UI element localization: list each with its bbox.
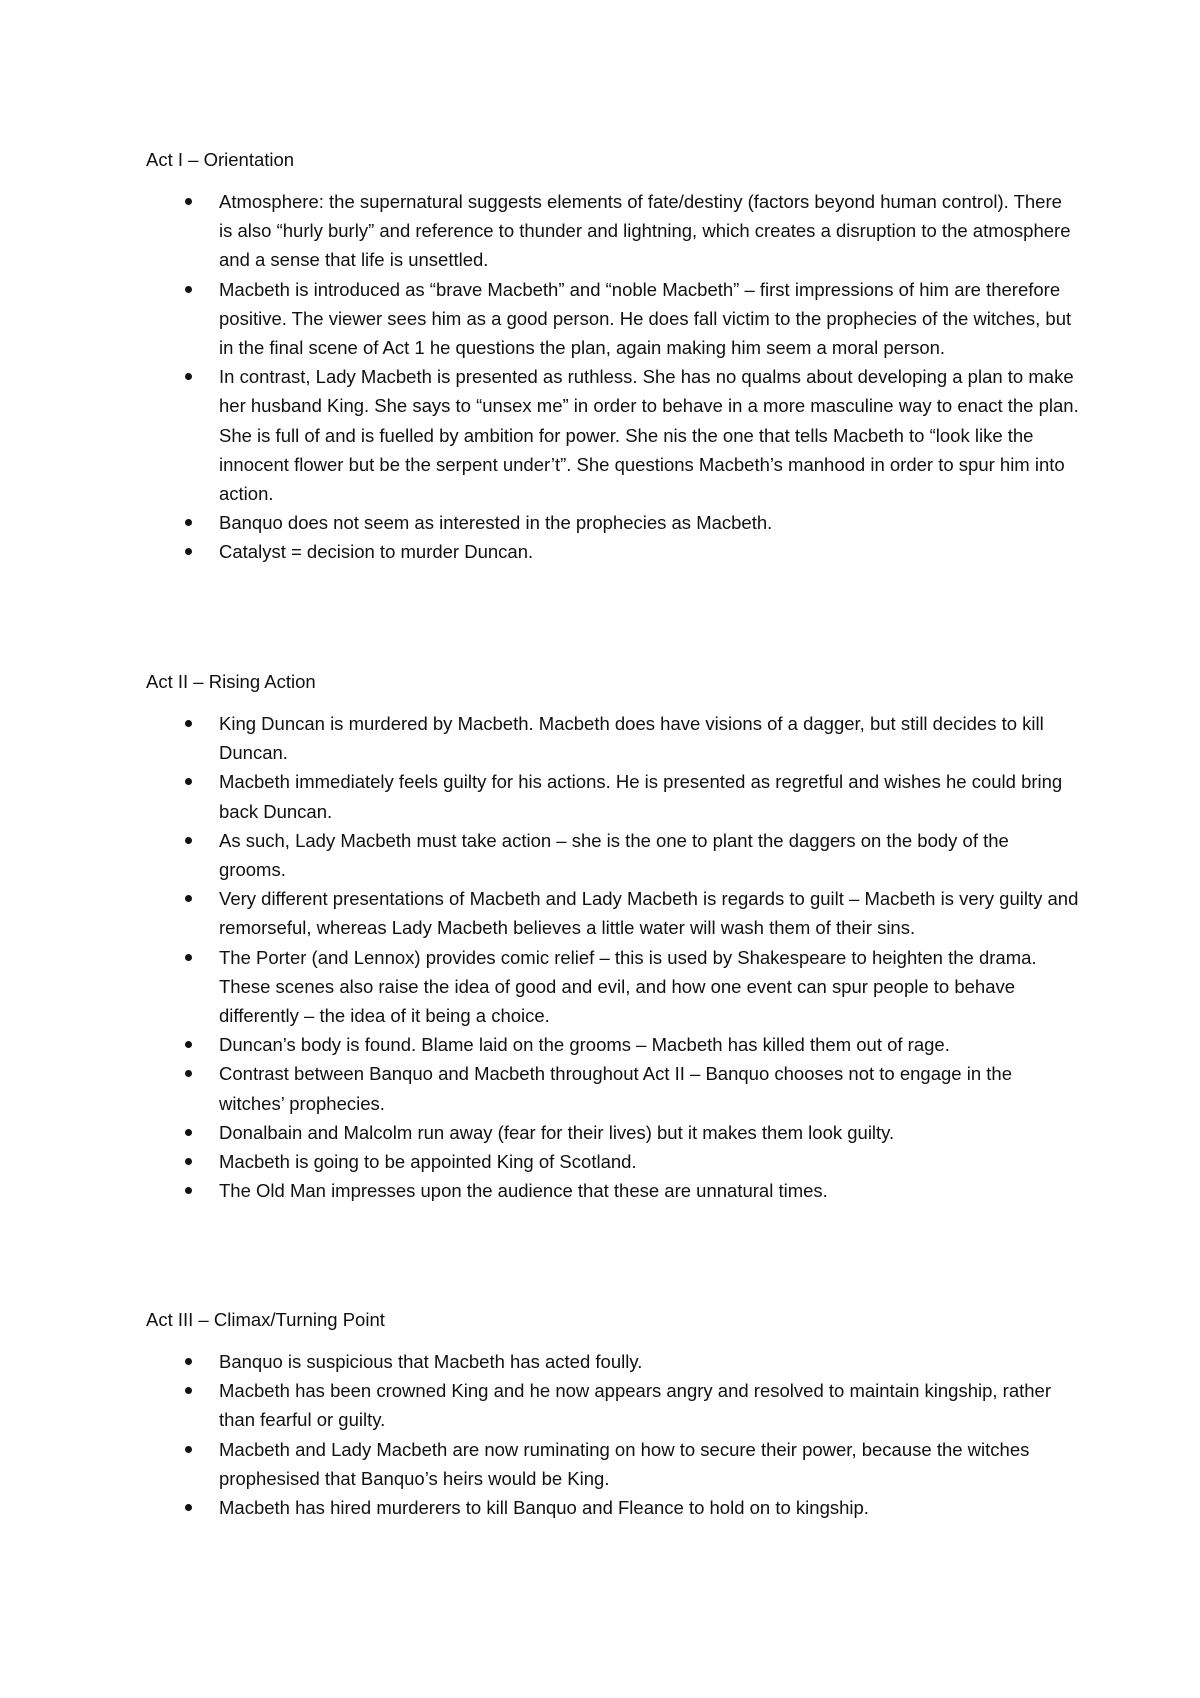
list-item-text: Duncan’s body is found. Blame laid on the grooms – Macbeth has killed them out of rage. — [219, 1034, 950, 1056]
bullet-icon — [185, 1504, 192, 1511]
list-item-text: Banquo does not seem as interested in the prophecies as Macbeth. — [219, 512, 773, 534]
list-item — [146, 187, 1079, 275]
bullet-icon — [185, 373, 192, 380]
bullet-icon — [185, 1358, 192, 1365]
list-item — [146, 1376, 1079, 1434]
list-item-text: Banquo is suspicious that Macbeth has acted foully. — [219, 1351, 643, 1372]
section-heading: Act I – Orientation — [146, 149, 295, 170]
list-item — [146, 767, 1079, 825]
bullet-icon — [185, 954, 192, 961]
list-item — [146, 1435, 1079, 1493]
bullet-list — [146, 187, 1079, 567]
list-item — [146, 1347, 1079, 1376]
list-item — [146, 826, 1079, 884]
list-item-text: In contrast, Lady Macbeth is presented as ruthless. She has no qualms about developing a plan to make her husband King. She says to “unsex me” in order to behave in a more masculine way to enact the plan. She is full of and is fuelled by ambition for power. She nis the one that tells Macbeth to “look like the innocent flower but be the serpent under’t”. She questions Macbeth’s manhood in order to spur him into action. — [219, 366, 1079, 505]
section-act-3 — [146, 1305, 1066, 1522]
list-item — [146, 709, 1079, 767]
list-item — [146, 884, 1079, 942]
bullet-icon — [185, 1041, 192, 1048]
list-item-text: Catalyst = decision to murder Duncan. — [219, 541, 534, 563]
bullet-icon — [185, 286, 192, 293]
bullet-icon — [185, 548, 192, 555]
section-act-1 — [146, 145, 1079, 567]
bullet-icon — [185, 1070, 192, 1077]
section-heading: Act II – Rising Action — [146, 671, 316, 692]
list-item — [146, 1118, 1079, 1147]
list-item-text: As such, Lady Macbeth must take action – she is the one to plant the daggers on the body of the grooms. — [219, 829, 1009, 881]
bullet-icon — [185, 837, 192, 844]
list-item — [146, 1493, 1079, 1522]
list-item-text: Contrast between Banquo and Macbeth throughout Act II – Banquo chooses not to engage in the witches’ prophecies. — [219, 1063, 1012, 1114]
list-item — [146, 1176, 1079, 1205]
bullet-list — [146, 709, 1079, 1205]
list-item — [146, 362, 1079, 508]
list-item-text: Very different presentations of Macbeth and Lady Macbeth is regards to guilt – Macbeth is very guilty and remorseful, whereas Lady Macbeth believes a little water will wash them of their sins. — [219, 888, 1079, 939]
bullet-icon — [185, 1158, 192, 1165]
list-item-text: Macbeth immediately feels guilty for his actions. He is presented as regretful and wishes he could bring back Duncan. — [219, 771, 1063, 822]
bullet-icon — [185, 1387, 192, 1394]
list-item-text: Donalbain and Malcolm run away (fear for their lives) but it makes them look guilty. — [219, 1121, 895, 1143]
bullet-icon — [185, 1129, 192, 1136]
list-item-text: King Duncan is murdered by Macbeth. Macbeth does have visions of a dagger, but still decides to kill Duncan. — [219, 713, 1044, 764]
list-item — [146, 943, 1079, 1031]
section-act-2 — [146, 667, 1079, 1205]
list-item — [146, 275, 1079, 363]
bullet-icon — [185, 778, 192, 785]
list-item-text: Atmosphere: the supernatural suggests elements of fate/destiny (factors beyond human control). There is also “hurly burly” and reference to thunder and lightning, which creates a disruption to the atmosphere and a sense that life is unsettled. — [219, 191, 1071, 271]
bullet-icon — [185, 1446, 192, 1453]
bullet-icon — [185, 720, 192, 727]
bullet-icon — [185, 198, 192, 205]
bullet-list — [146, 1347, 1066, 1522]
list-item-text: Macbeth is introduced as “brave Macbeth” and “noble Macbeth” – first impressions of him are therefore positive. The viewer sees him as a good person. He does fall victim to the prophecies of the witches, but in the final scene of Act 1 he questions the plan, again making him seem a moral person. — [219, 278, 1072, 359]
bullet-icon — [185, 1187, 192, 1194]
list-item — [146, 1059, 1079, 1117]
list-item-text: The Old Man impresses upon the audience that these are unnatural times. — [219, 1180, 828, 1202]
bullet-icon — [185, 895, 192, 902]
list-item — [146, 1030, 1079, 1059]
list-item — [146, 537, 1079, 566]
list-item — [146, 508, 1079, 537]
bullet-icon — [185, 519, 192, 526]
list-item-text: Macbeth and Lady Macbeth are now ruminating on how to secure their power, because the witches prophesised that Banquo’s heirs would be King. — [219, 1438, 1030, 1489]
list-item-text: Macbeth has been crowned King and he now appears angry and resolved to maintain kingship, rather than fearful or guilty. — [219, 1380, 1051, 1431]
list-item — [146, 1147, 1079, 1176]
list-item-text: Macbeth has hired murderers to kill Banquo and Fleance to hold on to kingship. — [219, 1497, 869, 1519]
list-item-text: Macbeth is going to be appointed King of Scotland. — [219, 1151, 637, 1173]
list-item-text: The Porter (and Lennox) provides comic relief – this is used by Shakespeare to heighten the drama. These scenes also raise the idea of good and evil, and how one event can spur people to behave differently – the idea of it being a choice. — [219, 946, 1037, 1027]
section-heading: Act III – Climax/Turning Point — [146, 1309, 385, 1330]
